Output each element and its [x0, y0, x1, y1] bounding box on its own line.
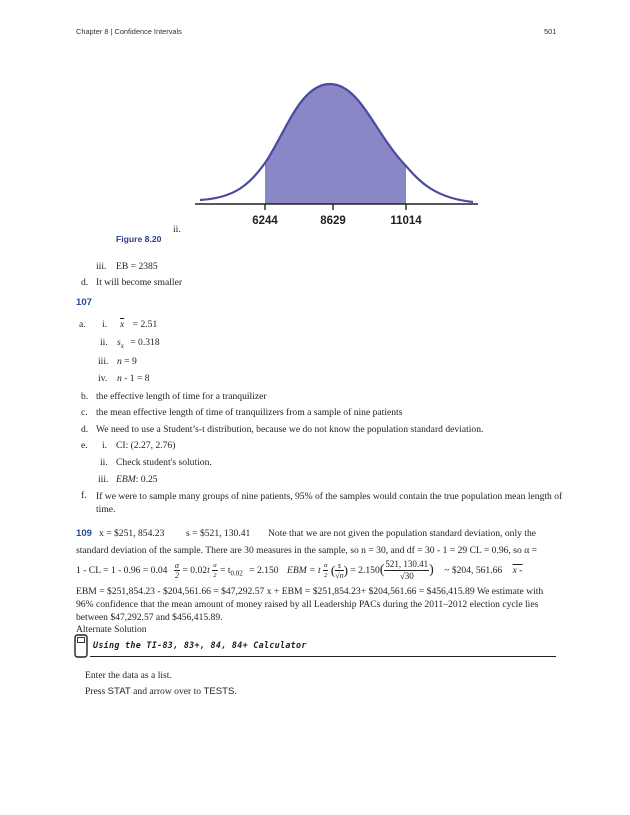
normal-curve-figure — [180, 74, 480, 234]
q109-line1-c: Note that we are not given the population standard deviation, only the — [268, 528, 537, 539]
q107-a-iii-label: iii. — [98, 356, 109, 367]
t-sub: 0.02 — [230, 569, 243, 578]
tests-menu: TESTS — [203, 686, 235, 697]
q107-f-label: f. — [81, 490, 87, 501]
q107-a-ii-value — [117, 337, 160, 350]
q107-a-label: a. — [79, 319, 86, 330]
q107-e-i-label: i. — [102, 440, 108, 451]
s-value: = 0.318 — [130, 337, 160, 348]
step2-arrow: and arrow over to — [130, 686, 204, 697]
calc-step-2 — [85, 686, 237, 697]
q107-e-iii-label: iii. — [98, 474, 109, 485]
q107-a-iv-label: iv. — [98, 373, 108, 384]
prev-iii-label: iii. — [96, 261, 107, 272]
q107-e-ii-label: ii. — [100, 457, 108, 468]
ebm-formula: EBM = t — [286, 565, 321, 576]
t-subscript-fraction: $\frac{\alpha}{2}$ — [213, 562, 217, 579]
s-subscript: x — [120, 341, 124, 350]
question-number-107: 107 — [76, 297, 93, 308]
q107-e-ii-text: Check student's solution. — [116, 457, 212, 468]
q107-c-text: the mean effective length of time of tranquilizers from a sample of nine patients — [96, 407, 403, 418]
q107-e-i-text: CI: (2.27, 2.76) — [116, 440, 176, 451]
step2-press: Press — [85, 686, 108, 697]
q107-a-ii-label: ii. — [100, 337, 108, 348]
q107-b-label: b. — [81, 391, 89, 402]
tick-label-6244: 6244 — [252, 215, 278, 227]
q107-f-text: If we were to sample many groups of nine patients, 95% of the samples would contain the true population mean length of time. — [96, 491, 563, 515]
figure-item-label: ii. — [173, 224, 181, 235]
alpha-half-fraction: $\frac{\alpha}{2}$ — [174, 561, 180, 580]
ebm-t-value: = 2.150 — [350, 565, 380, 576]
xbar-minus: x - — [512, 565, 523, 576]
ebm-fraction: $\frac{521, 130.41}{√30}$ — [385, 559, 429, 581]
q107-a-i-value — [120, 319, 157, 330]
xbar-value: = 2.51 — [132, 319, 158, 330]
s-symbol: s — [117, 337, 121, 348]
calculator-divider — [90, 656, 556, 657]
q107-e-label: e. — [81, 440, 88, 451]
n-value: = 9 — [124, 356, 137, 367]
n-symbol: n — [117, 356, 122, 367]
q107-a-iv-value — [117, 373, 150, 384]
q109-line2: standard deviation of the sample. There are 30 measures in the sample, so n = 30, and df = 30 - 1 = 29 CL = 0.96, so α = — [76, 545, 538, 556]
page-number: 501 — [544, 27, 557, 36]
q107-a-i-label: i. — [102, 319, 108, 330]
q109-line3: 1 - CL = 1 - 0.96 = 0.04 $\frac{\alpha}{2}$ = 0.02t $\frac{\alpha}{2}$ = $t_{0.02} = 2.150$ EBM = t $\frac{\alpha}{2}$ ( $\frac{s}{√n}$ ) = 2.150( $\frac{521, 130.41}{√30}$ ) ~ $204, 561.66 x - — [76, 559, 523, 581]
q107-a-iii-value — [117, 356, 137, 367]
q109-line4: EBM = $251,854.23 - $204,561.66 = $47,292.57 x + EBM = $251,854.23+ $204,561.66 = $456,415.89 We estimate with — [76, 586, 544, 597]
chapter-header: Chapter 8 | Confidence Intervals — [76, 27, 182, 36]
ebm-value: : 0.25 — [135, 474, 158, 485]
ebm-t-subscript: $\frac{\alpha}{2}$ — [324, 562, 328, 579]
t-value: = 2.150 — [249, 565, 279, 576]
calculator-section-title: Using the TI-83, 83+, 84, 84+ Calculator — [93, 640, 307, 650]
alpha-half-value: = 0.02 — [182, 565, 208, 576]
ebm-symbol: EBM — [116, 474, 136, 485]
q107-d-label: d. — [81, 424, 89, 435]
q109-line5: 96% confidence that the mean amount of money raised by all Leadership PACs during the 2011–2012 election cycle lies — [76, 599, 539, 610]
prev-d-label: d. — [81, 277, 89, 288]
s-over-root-n: $\frac{s}{√n}$ — [335, 561, 344, 580]
step2-period: . — [234, 686, 237, 697]
df-n-symbol: n — [117, 373, 122, 384]
figure-caption: Figure 8.20 — [116, 234, 162, 244]
q109-line6: between $47,292.57 and $456,415.89. — [76, 612, 223, 623]
q109-line1-b: s = $521, 130.41 — [186, 528, 251, 539]
calculator-icon — [74, 634, 88, 658]
alternate-solution-label: Alternate Solution — [76, 624, 147, 635]
alpha-calc: 1 - CL = 1 - 0.96 = 0.04 — [76, 565, 168, 576]
ebm-result: ~ $204, 561.66 — [444, 565, 503, 576]
df-value: - 1 = 8 — [124, 373, 150, 384]
tick-label-11014: 11014 — [390, 215, 422, 227]
calc-step-1: Enter the data as a list. — [85, 670, 172, 681]
question-number-109: 109 — [76, 528, 93, 539]
q109-line1-a: x = $251, 854.23 — [99, 528, 165, 539]
q107-b-text: the effective length of time for a tranquilizer — [96, 391, 267, 402]
tick-label-8629: 8629 — [320, 215, 346, 227]
stat-key: STAT — [107, 686, 131, 697]
shaded-region — [265, 84, 406, 204]
q107-d-text: We need to use a Student’s-t distribution, because we do not know the population standard deviation. — [96, 424, 484, 435]
prev-iii-text: EB = 2385 — [116, 261, 158, 272]
q107-e-iii-text — [116, 474, 158, 485]
xbar-symbol: $\overline{x}$ — [120, 319, 125, 330]
q107-c-label: c. — [81, 407, 88, 418]
prev-d-text: It will become smaller — [96, 277, 183, 288]
t-equals: = t — [220, 565, 231, 576]
